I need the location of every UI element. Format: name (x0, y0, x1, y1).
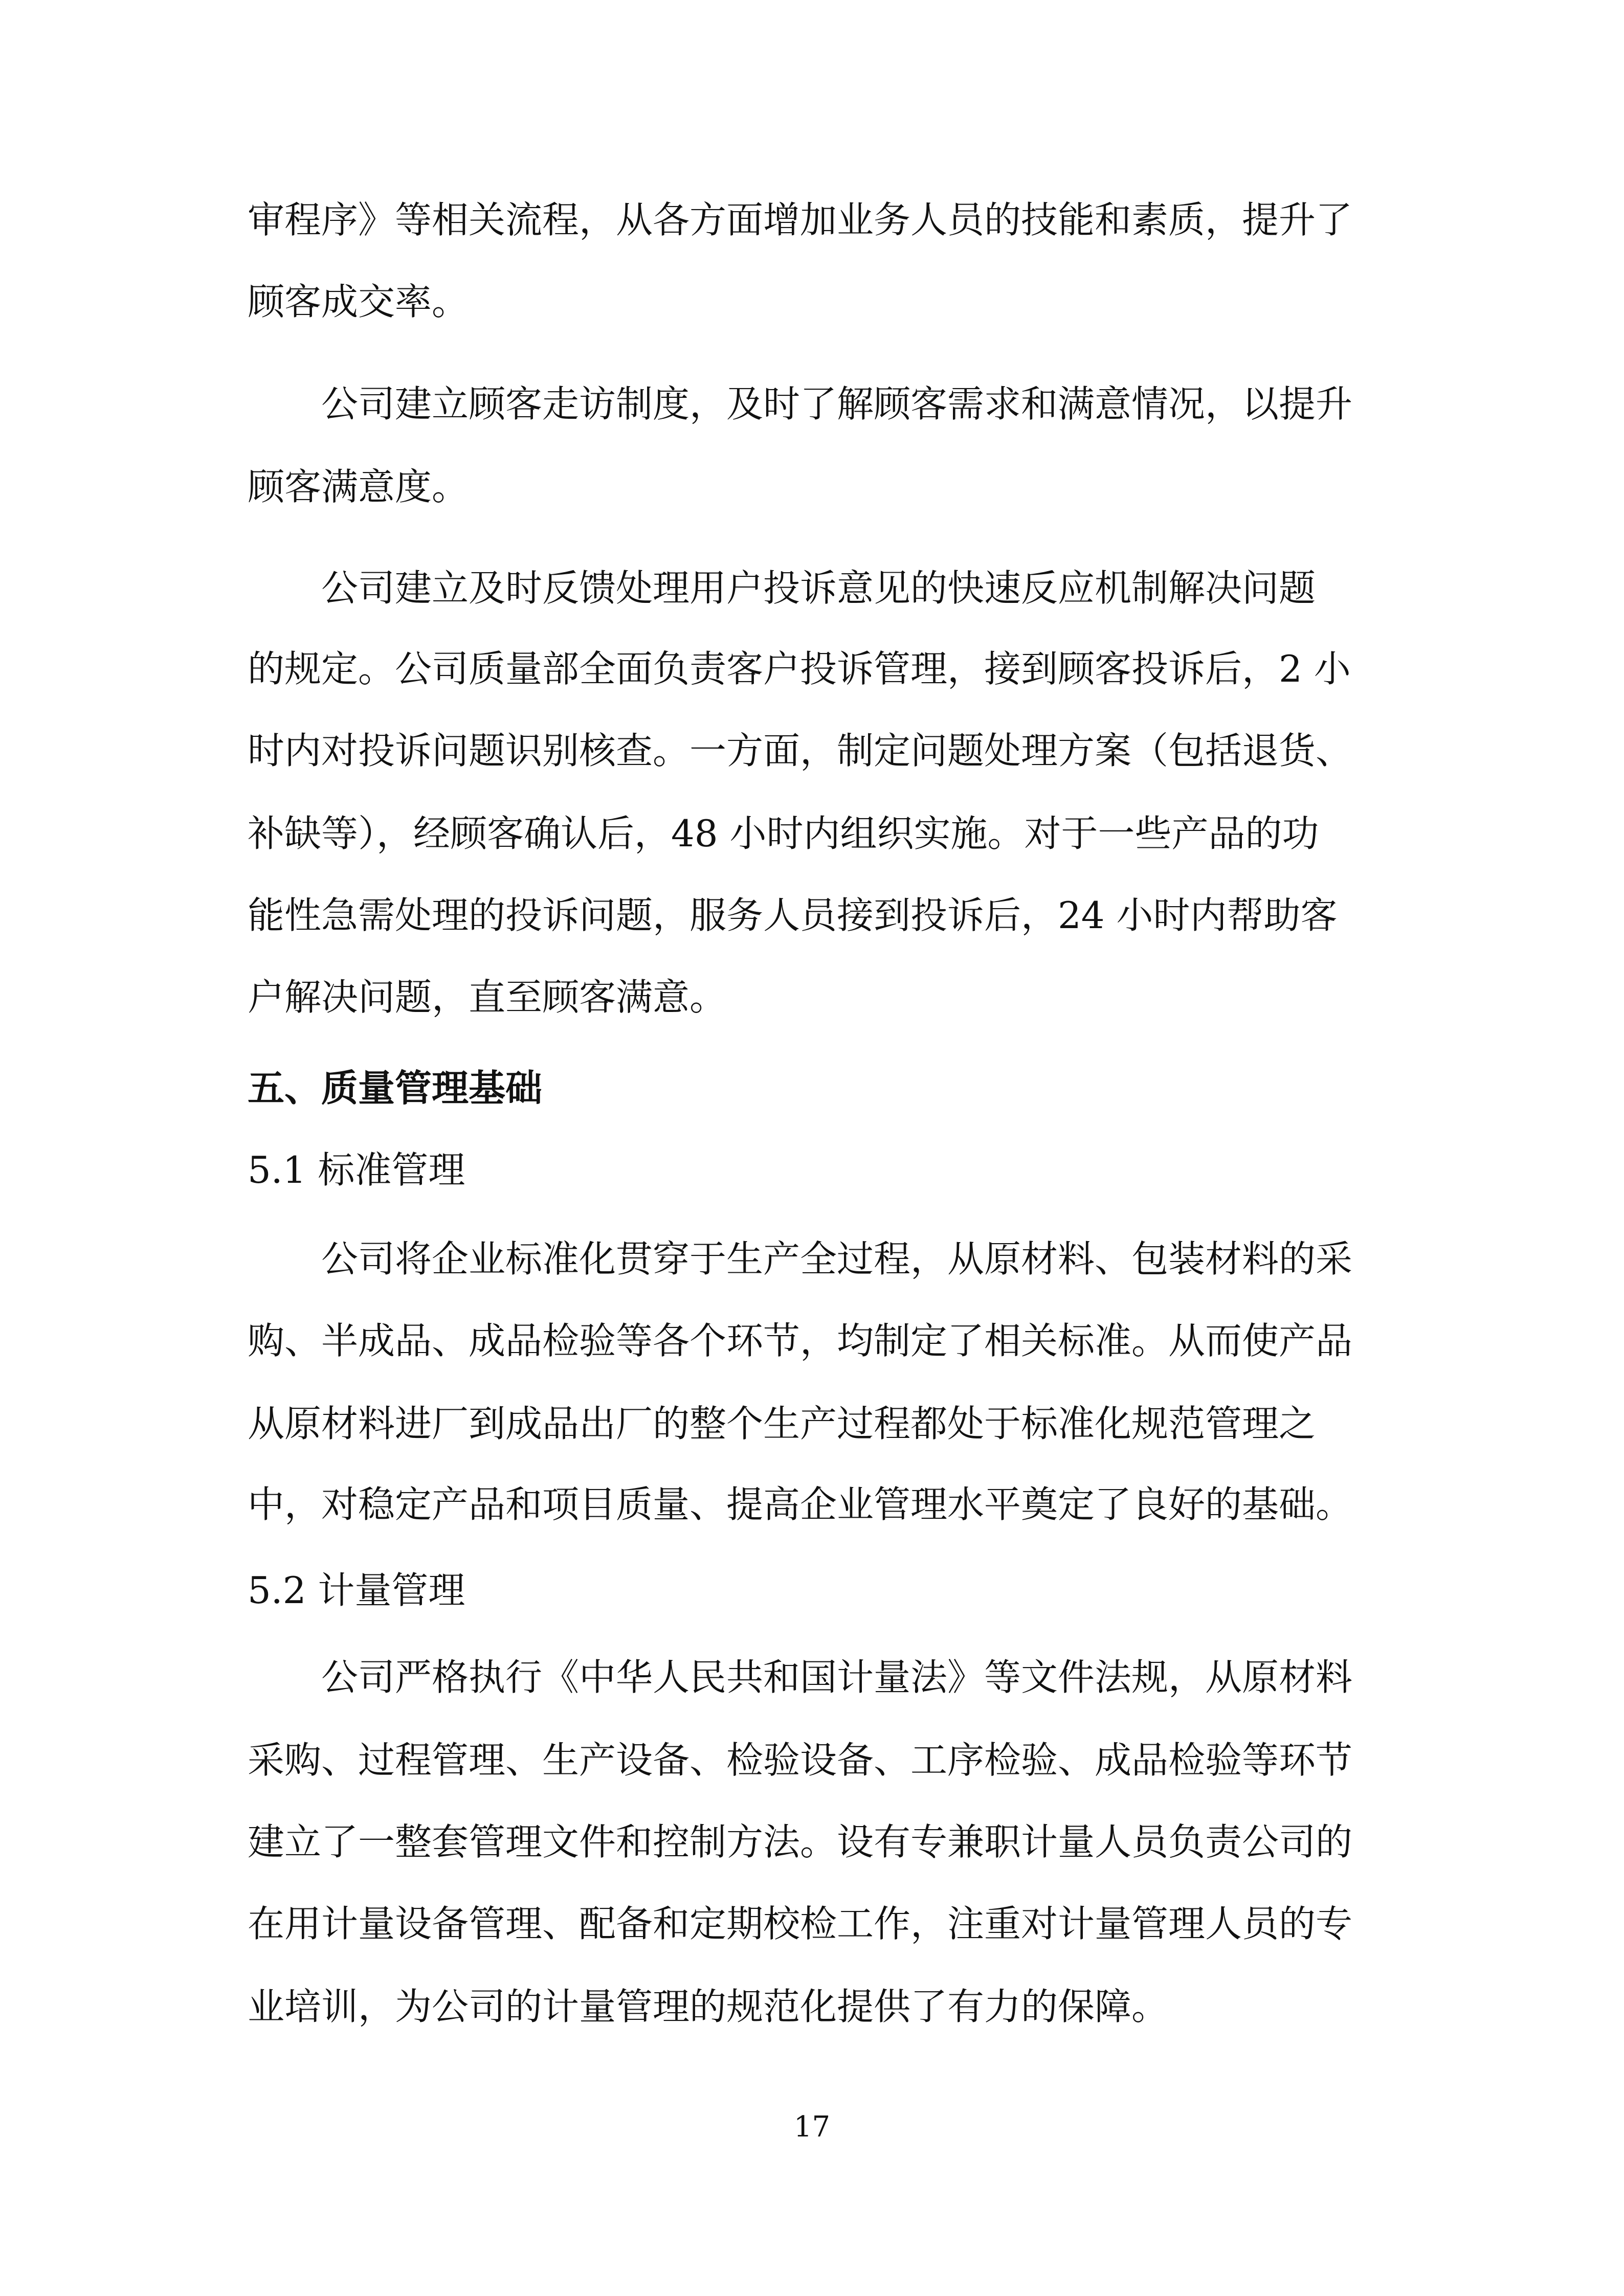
text-line-20: 建立了一整套管理文件和控制方法。设有专兼职计量人员负责公司的 (248, 1820, 1353, 1863)
text-line-13: 公司将企业标准化贯穿于生产全过程，从原材料、包装材料的采 (248, 1237, 1353, 1280)
text-line-9: 能性急需处理的投诉问题，服务人员接到投诉后，24 小时内帮助客 (248, 894, 1338, 937)
subsection-heading-standard: 5.1 标准管理 (248, 1149, 465, 1191)
text-line-10: 户解决问题，直至顾客满意。 (248, 976, 727, 1019)
section-heading: 五、质量管理基础 (248, 1066, 543, 1110)
text-line-8: 补缺等），经顾客确认后，48 小时内组织实施。对于一些产品的功 (248, 812, 1319, 855)
text-line-2: 顾客成交率。 (248, 280, 469, 323)
text-line-6: 的规定。公司质量部全面负责客户投诉管理，接到顾客投诉后，2 小 (248, 647, 1351, 690)
text-line-21: 在用计量设备管理、配备和定期校检工作，注重对计量管理人员的专 (248, 1902, 1353, 1945)
text-line-4: 顾客满意度。 (248, 465, 469, 508)
text-line-7: 时内对投诉问题识别核查。一方面，制定问题处理方案（包括退货、 (248, 729, 1353, 772)
text-line-14: 购、半成品、成品检验等各个环节，均制定了相关标准。从而使产品 (248, 1319, 1353, 1362)
text-line-16: 中，对稳定产品和项目质量、提高企业管理水平奠定了良好的基础。 (248, 1483, 1353, 1526)
text-line-18: 公司严格执行《中华人民共和国计量法》等文件法规，从原材料 (248, 1656, 1353, 1699)
text-line-3: 公司建立顾客走访制度，及时了解顾客需求和满意情况，以提升 (248, 382, 1353, 425)
subsection-heading-metrology: 5.2 计量管理 (248, 1569, 465, 1612)
text-line-1: 审程序》等相关流程，从各方面增加业务人员的技能和素质，提升了 (248, 198, 1353, 241)
text-line-5: 公司建立及时反馈处理用户投诉意见的快速反应机制解决问题 (248, 567, 1316, 610)
text-line-19: 采购、过程管理、生产设备、检验设备、工序检验、成品检验等环节 (248, 1739, 1353, 1782)
page-number: 17 (793, 2110, 831, 2144)
text-line-15: 从原材料进厂到成品出厂的整个生产过程都处于标准化规范管理之 (248, 1402, 1316, 1445)
text-line-22: 业培训，为公司的计量管理的规范化提供了有力的保障。 (248, 1985, 1169, 2028)
